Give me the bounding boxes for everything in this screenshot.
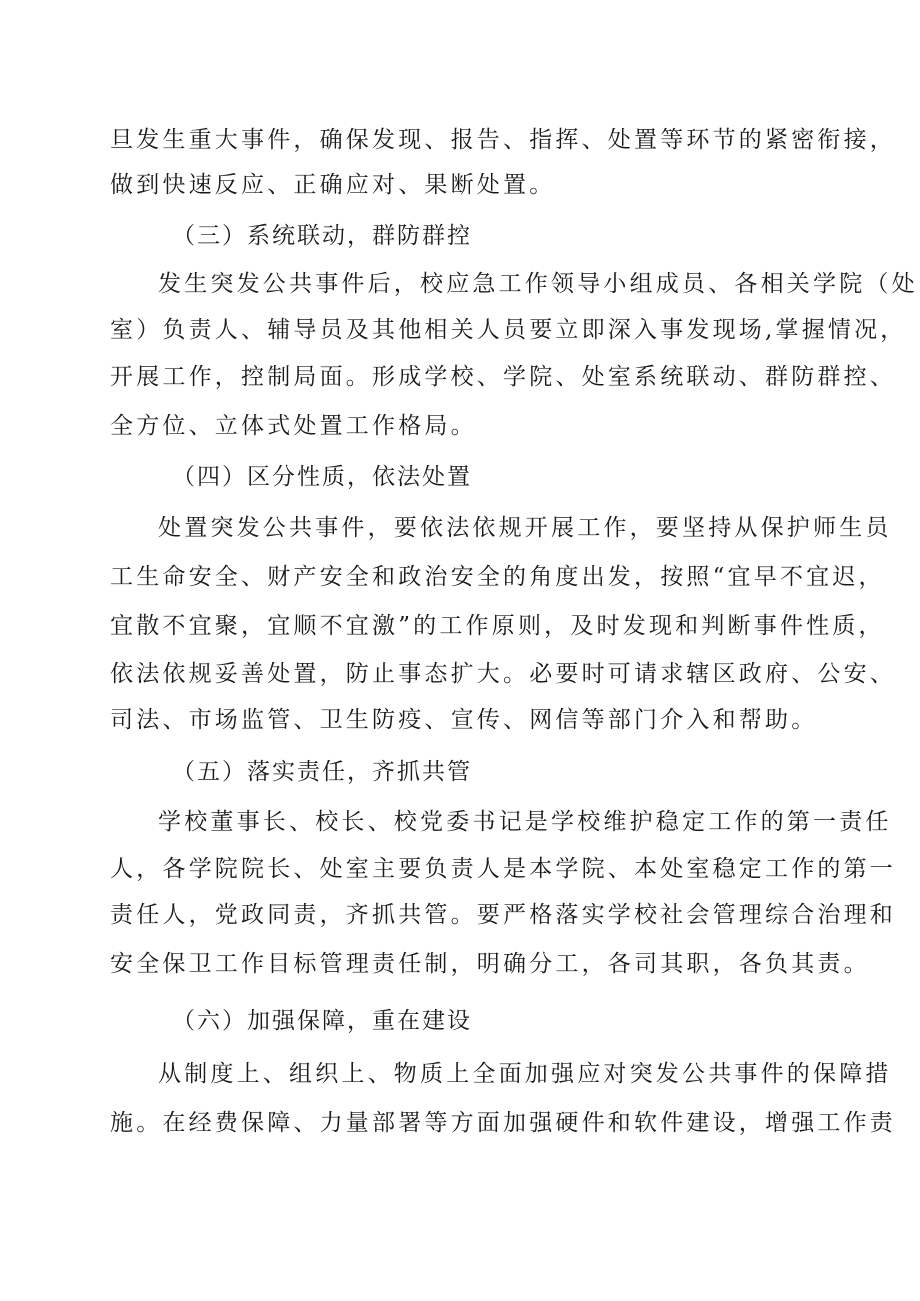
paragraph-line: 学校董事长、校长、校党委书记是学校维护稳定工作的第一责任: [158, 809, 892, 835]
paragraph-line: 人，各学院院长、处室主要负责人是本学院、本处室稳定工作的第一: [110, 856, 896, 882]
paragraph-line: 施。在经费保障、力量部署等方面加强硬件和软件建设，增强工作责: [110, 1110, 896, 1136]
paragraph-line: 宜散不宜聚，宜顺不宜激”的工作原则，及时发现和判断事件性质，: [110, 613, 885, 639]
paragraph-line: 工生命安全、财产安全和政治安全的角度出发，按照“宜早不宜迟，: [110, 564, 885, 590]
paragraph-line: 处置突发公共事件，要依法依规开展工作，要坚持从保护师生员: [158, 515, 892, 541]
section-heading-3: （三）系统联动，群防群控: [172, 223, 472, 249]
section-heading-6: （六）加强保障，重在建设: [172, 1008, 472, 1034]
paragraph-line: 做到快速反应、正确应对、果断处置。: [110, 172, 556, 198]
paragraph-line: 全方位、立体式处置工作格局。: [110, 413, 477, 439]
section-heading-5: （五）落实责任，齐抓共管: [172, 759, 472, 785]
paragraph-line: 室）负责人、辅导员及其他相关人员要立即深入事发现场,掌握情况，: [110, 317, 907, 343]
section-heading-4: （四）区分性质，依法处置: [172, 464, 472, 490]
paragraph-line: 责任人，党政同责，齐抓共管。要严格落实学校社会管理综合治理和: [110, 902, 896, 928]
paragraph-line: 旦发生重大事件，确保发现、报告、指挥、处置等环节的紧密衔接，: [110, 127, 896, 153]
paragraph-line: 发生突发公共事件后，校应急工作领导小组成员、各相关学院（处: [158, 271, 918, 297]
paragraph-line: 司法、市场监管、卫生防疫、宣传、网信等部门介入和帮助。: [110, 707, 818, 733]
paragraph-line: 安全保卫工作目标管理责任制，明确分工，各司其职，各负其责。: [110, 951, 870, 977]
paragraph-line: 依法依规妥善处置，防止事态扩大。必要时可请求辖区政府、公安、: [110, 661, 896, 687]
paragraph-line: 开展工作，控制局面。形成学校、学院、处室系统联动、群防群控、: [110, 364, 896, 390]
paragraph-line: 从制度上、组织上、物质上全面加强应对突发公共事件的保障措: [158, 1061, 892, 1087]
